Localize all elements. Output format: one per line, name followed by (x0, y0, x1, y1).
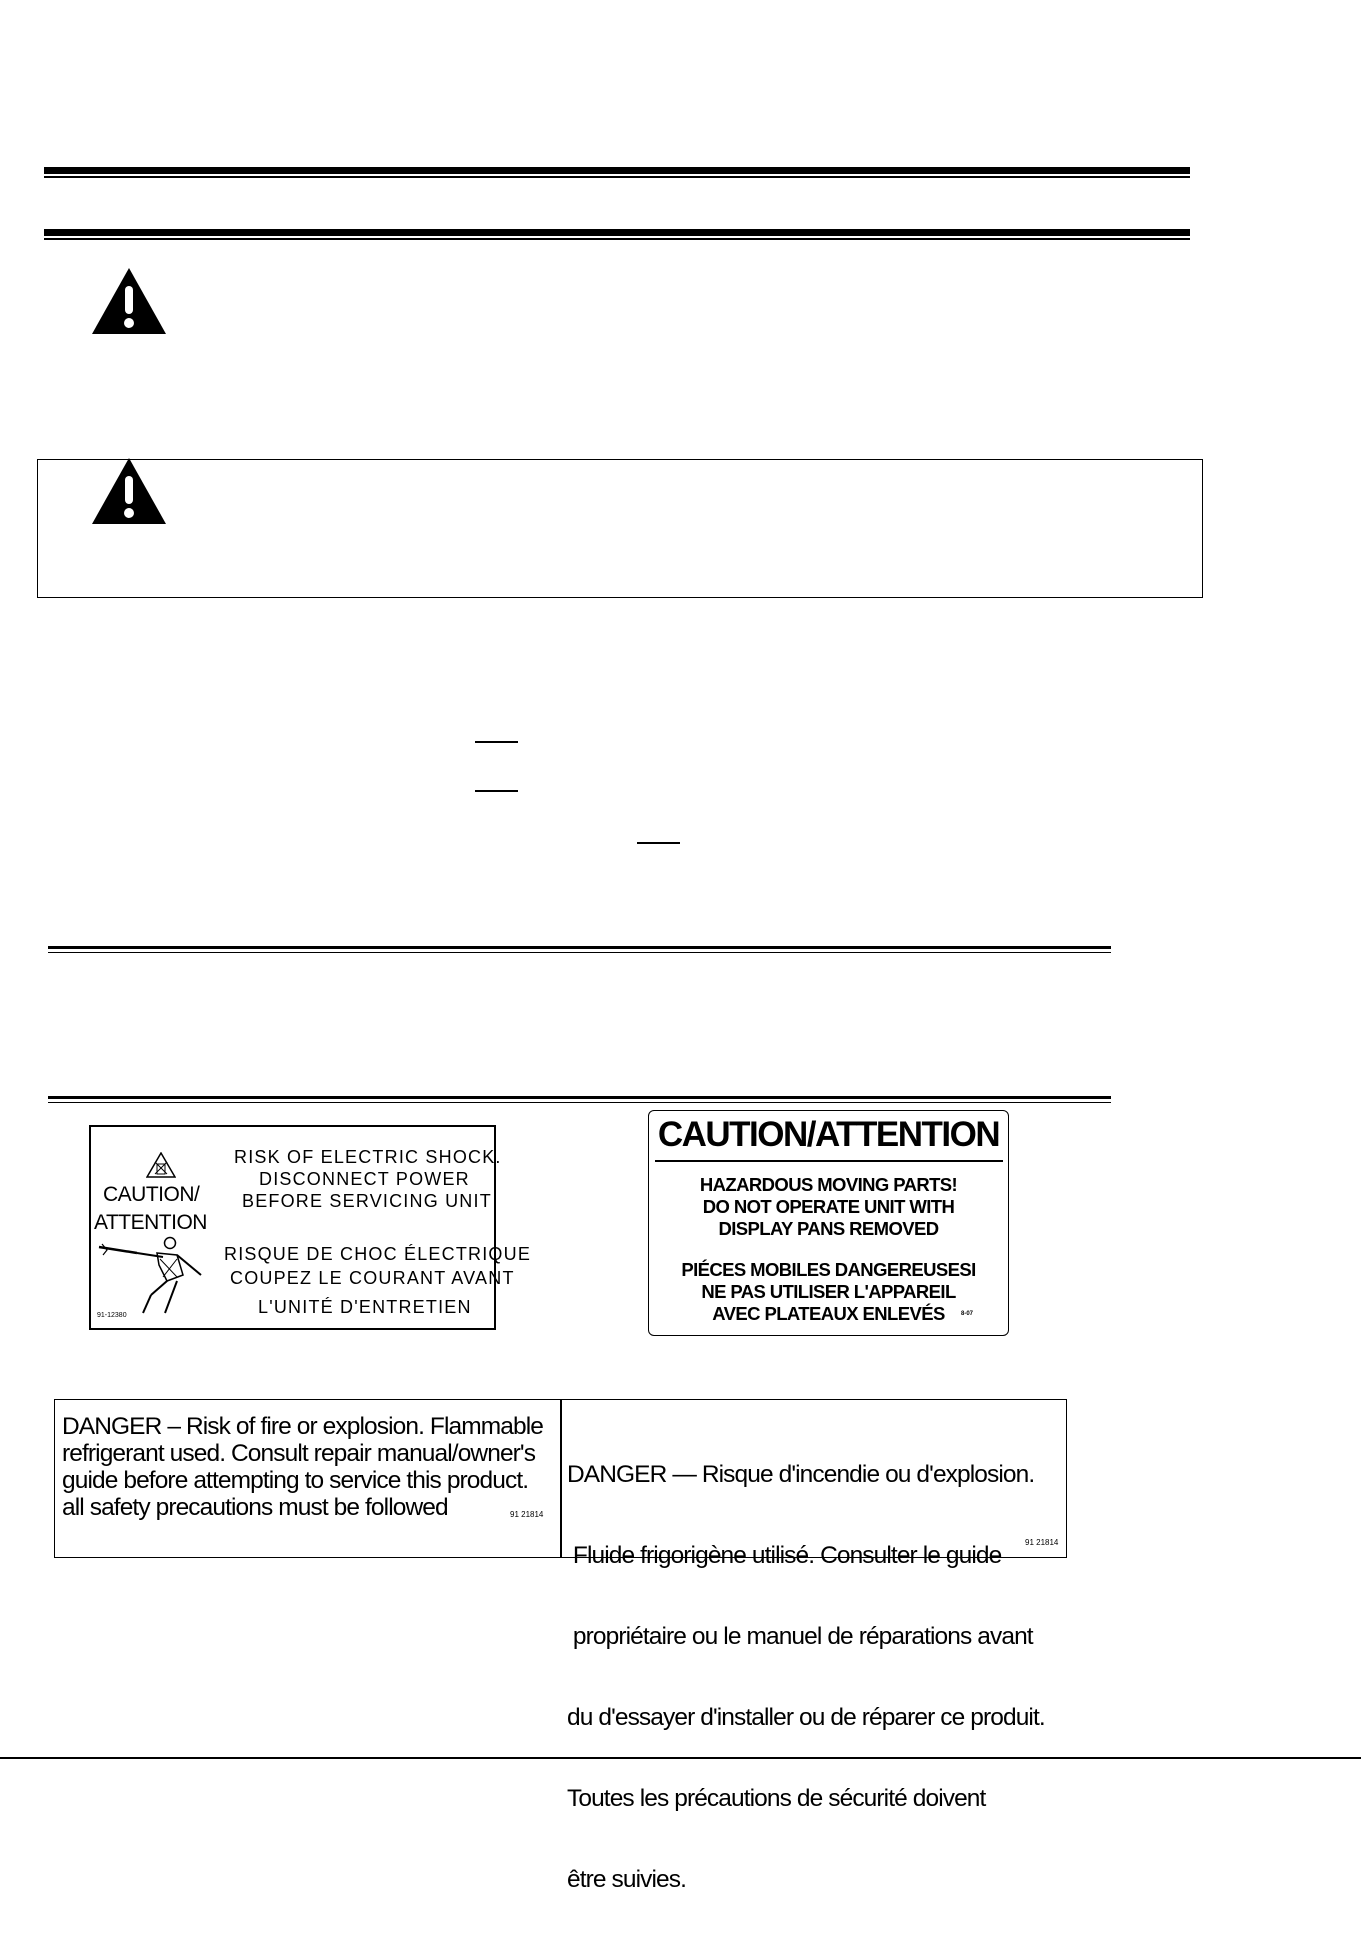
french-line: Fluide frigorigène utilisé. Consulter le guide (567, 1542, 1002, 1569)
english-text (62, 1413, 543, 1521)
french-line: COUPEZ LE COURANT AVANT (230, 1268, 515, 1288)
english-line: DISCONNECT POWER (259, 1169, 470, 1189)
french-line: propriétaire ou le manuel de réparations avant (567, 1623, 1033, 1650)
section-rule-bottom (44, 229, 1190, 240)
french-line: DANGER — Risque d'incendie ou d'explosion. (567, 1461, 1035, 1488)
french-line: du d'essayer d'installer ou de réparer ce produit. (567, 1704, 1045, 1731)
label-code: 8-07 (961, 1311, 974, 1317)
underline-blank (475, 741, 518, 743)
underline-blank (475, 790, 518, 792)
english-line: DO NOT OPERATE UNIT WITH (702, 1196, 955, 1217)
warning-box (37, 459, 1203, 598)
french-line: NE PAS UTILISER L'APPAREIL (701, 1281, 956, 1302)
english-line: DANGER – Risk of fire or explosion. Flammable (62, 1413, 543, 1440)
french-line: être suivies. (567, 1866, 687, 1893)
english-line: refrigerant used. Consult repair manual/owner's (62, 1440, 536, 1467)
warning-triangle-icon (92, 268, 166, 334)
english-line: all safety precautions must be followed (62, 1494, 448, 1521)
label-divider (655, 1160, 1003, 1162)
english-line: DISPLAY PANS REMOVED (718, 1218, 939, 1239)
label-divider (560, 1400, 562, 1557)
rule-thin-top (48, 946, 1111, 953)
label-code: 91 21814 (1025, 1538, 1059, 1547)
english-line: guide before attempting to service this product. (62, 1467, 529, 1494)
caution-label: CAUTION/ (103, 1183, 200, 1206)
electric-shock-figure-icon (97, 1235, 207, 1315)
electric-shock-label (89, 1125, 532, 1330)
english-line: HAZARDOUS MOVING PARTS! (699, 1174, 958, 1195)
label-code: 91 21814 (510, 1510, 544, 1519)
label-heading: CAUTION/ATTENTION (657, 1115, 1000, 1154)
french-line: PIÉCES MOBILES DANGEREUSESI (681, 1259, 976, 1280)
warning-triangle-icon (92, 458, 166, 524)
caution-symbol-icon (146, 1152, 176, 1178)
french-line: RISQUE DE CHOC ÉLECTRIQUE (224, 1244, 532, 1264)
attention-label: ATTENTION (94, 1211, 207, 1234)
french-line: AVEC PLATEAUX ENLEVÉS (712, 1303, 945, 1324)
english-line: BEFORE SERVICING UNIT (242, 1191, 492, 1211)
danger-refrigerant-label (54, 1399, 1067, 1893)
moving-parts-label (648, 1110, 1009, 1336)
label-code: 91-12380 (97, 1312, 127, 1319)
rule-thin-bottom (48, 1096, 1111, 1103)
french-text (567, 1407, 1045, 1947)
french-line: Toutes les précautions de sécurité doivent (567, 1785, 986, 1812)
page-bottom-rule (0, 1757, 1361, 1759)
section-rule-top (44, 167, 1190, 178)
english-line: RISK OF ELECTRIC SHOCK. (234, 1147, 502, 1167)
french-line: L'UNITÉ D'ENTRETIEN (258, 1297, 472, 1317)
underline-blank (637, 842, 680, 844)
